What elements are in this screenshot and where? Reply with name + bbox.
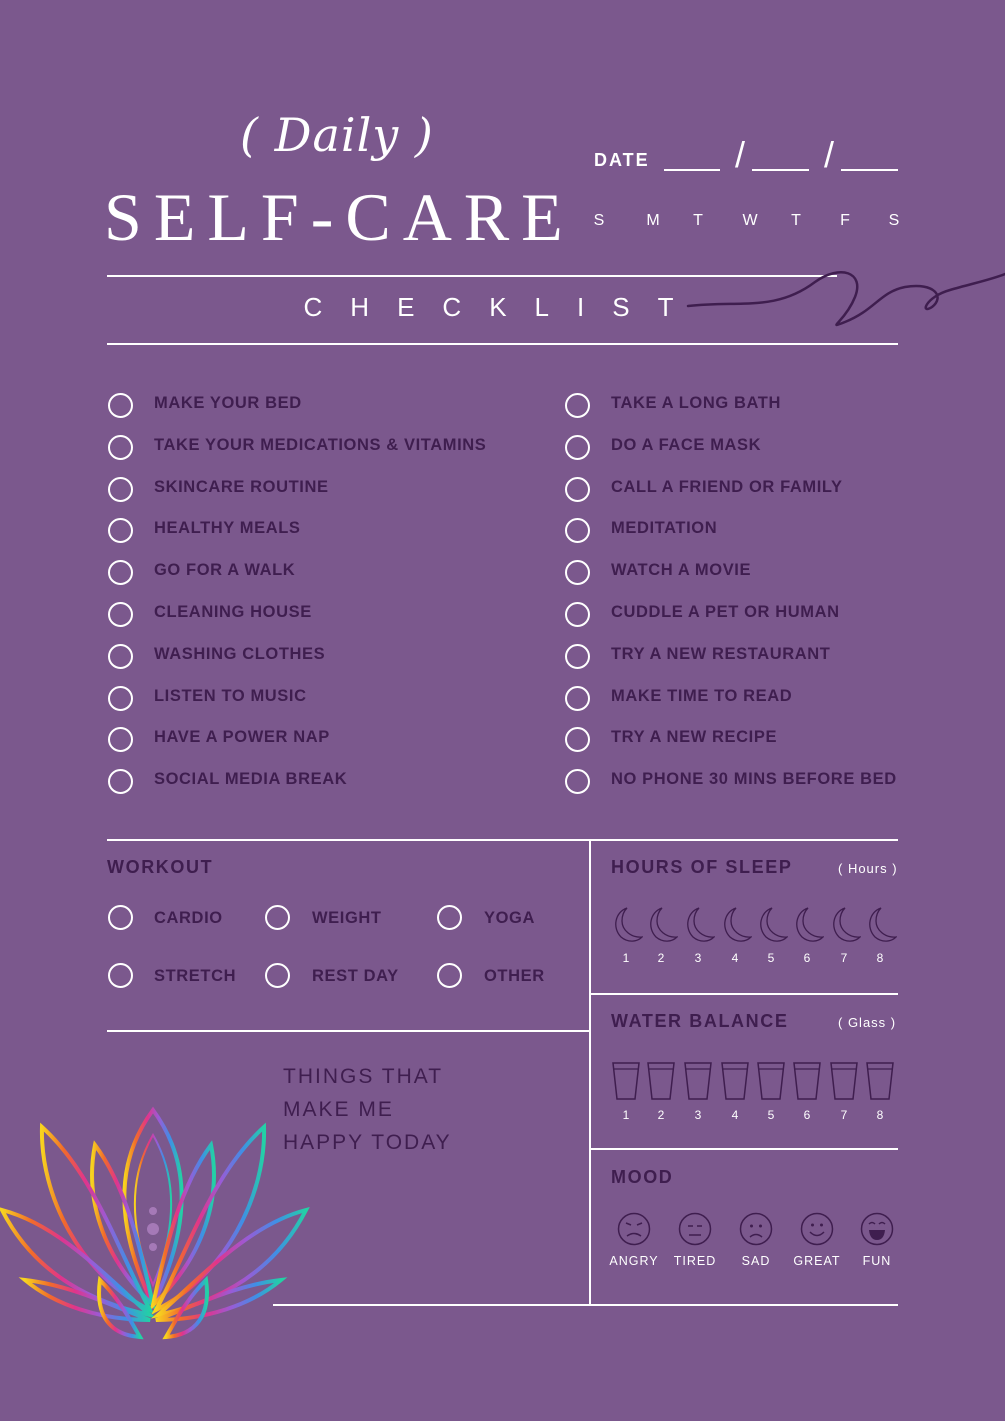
happy-line: THINGS THAT [283, 1065, 444, 1088]
divider [107, 1030, 589, 1032]
glass-icon[interactable] [683, 1060, 713, 1102]
glass-icon[interactable] [756, 1060, 786, 1102]
day-of-week[interactable]: T [791, 212, 801, 229]
checklist-item[interactable] [565, 685, 965, 711]
water-glass-number: 3 [694, 1108, 702, 1122]
glass-icon[interactable] [611, 1060, 641, 1102]
date-field-day[interactable] [664, 169, 720, 171]
page-title: SELF-CARE [104, 179, 575, 255]
day-of-week[interactable]: M [646, 212, 660, 229]
moon-icon[interactable] [790, 906, 824, 944]
day-of-week[interactable]: W [742, 212, 758, 229]
checkbox[interactable] [108, 560, 133, 585]
mood-label: SAD [741, 1254, 771, 1268]
checkbox[interactable] [565, 560, 590, 585]
sleep-hour-number: 4 [731, 951, 739, 965]
sleep-title: HOURS OF SLEEP [611, 857, 793, 877]
checklist-item-label: MAKE TIME TO READ [611, 686, 793, 705]
water-unit: ( Glass ) [838, 1015, 897, 1030]
divider [589, 1148, 898, 1150]
mood-label: TIRED [673, 1254, 717, 1268]
checklist-item[interactable] [108, 685, 508, 711]
checkbox[interactable] [108, 477, 133, 502]
checklist-item-label: NO PHONE 30 MINS BEFORE BED [611, 770, 897, 789]
mood-label: FUN [862, 1254, 892, 1268]
moon-icon[interactable] [681, 906, 715, 944]
checklist-item-label: WATCH A MOVIE [611, 561, 752, 580]
checklist-item-label: CUDDLE A PET OR HUMAN [611, 603, 840, 621]
checklist-item[interactable] [565, 601, 965, 627]
moon-icon[interactable] [863, 906, 897, 944]
water-glass-number: 8 [876, 1108, 884, 1122]
sleep-unit: ( Hours ) [838, 861, 898, 876]
divider [273, 1304, 898, 1306]
sleep-hour-number: 2 [657, 951, 665, 965]
checklist-subtitle: CHECKLIST [303, 292, 702, 322]
checklist-item[interactable] [108, 476, 508, 502]
mood-title: MOOD [611, 1167, 674, 1187]
checklist-item[interactable] [108, 559, 508, 585]
glass-icon[interactable] [829, 1060, 859, 1102]
checklist-item[interactable] [565, 768, 965, 794]
mood-label: ANGRY [609, 1254, 659, 1268]
workout-checkbox[interactable] [437, 963, 462, 988]
checklist-item-label: TRY A NEW RECIPE [611, 728, 778, 747]
sleep-hour-number: 3 [694, 951, 702, 965]
glass-icon[interactable] [792, 1060, 822, 1102]
day-of-week[interactable]: F [840, 212, 850, 229]
day-of-week[interactable]: S [593, 212, 605, 229]
checklist-item-label: TRY A NEW RESTAURANT [611, 644, 831, 663]
date-slash: / [824, 134, 835, 175]
great-face-icon[interactable] [800, 1212, 834, 1246]
checkbox[interactable] [108, 602, 133, 627]
checklist-item[interactable] [108, 726, 508, 752]
checklist-item-label: LISTEN TO MUSIC [154, 686, 307, 705]
divider [589, 993, 898, 995]
checklist-item[interactable] [565, 517, 965, 543]
date-label: DATE [594, 150, 650, 170]
day-of-week[interactable]: T [693, 212, 703, 229]
happy-line: HAPPY TODAY [283, 1131, 452, 1154]
checklist-item[interactable] [565, 643, 965, 669]
sleep-hour-number: 8 [876, 951, 884, 965]
glass-icon[interactable] [646, 1060, 676, 1102]
workout-option-label: REST DAY [312, 967, 399, 985]
checklist-item[interactable] [565, 726, 965, 752]
checkbox[interactable] [565, 435, 590, 460]
fun-face-icon[interactable] [860, 1212, 894, 1246]
checkbox[interactable] [565, 727, 590, 752]
workout-checkbox[interactable] [108, 963, 133, 988]
water-glass-number: 5 [767, 1108, 775, 1122]
checkbox[interactable] [108, 769, 133, 794]
checklist-item[interactable] [108, 768, 508, 794]
day-of-week[interactable]: S [888, 212, 900, 229]
sleep-hour-number: 1 [622, 951, 630, 965]
water-title: WATER BALANCE [611, 1011, 789, 1031]
daily-heading: ( Daily ) [240, 108, 434, 162]
checklist-item-label: TAKE YOUR MEDICATIONS & VITAMINS [154, 435, 487, 454]
moon-icon[interactable] [718, 906, 752, 944]
date-field-month[interactable] [752, 169, 809, 171]
happy-line: MAKE ME [283, 1098, 394, 1121]
workout-checkbox[interactable] [108, 905, 133, 930]
checklist-item[interactable] [108, 517, 508, 543]
water-glass-number: 1 [622, 1108, 630, 1122]
checkbox[interactable] [565, 518, 590, 543]
water-glass-number: 7 [840, 1108, 848, 1122]
checkbox[interactable] [565, 602, 590, 627]
water-glass-number: 2 [657, 1108, 665, 1122]
checkbox[interactable] [108, 393, 133, 418]
divider [589, 839, 591, 1305]
moon-icon[interactable] [609, 906, 643, 944]
sleep-hour-number: 5 [767, 951, 775, 965]
checkbox[interactable] [108, 518, 133, 543]
divider [107, 839, 898, 841]
checklist-item-label: MEDITATION [611, 519, 718, 538]
workout-checkbox[interactable] [437, 905, 462, 930]
glass-icon[interactable] [720, 1060, 750, 1102]
checkbox[interactable] [565, 686, 590, 711]
water-glass-number: 6 [803, 1108, 811, 1122]
checkbox[interactable] [108, 644, 133, 669]
swirl-decoration [680, 262, 1005, 332]
tired-face-icon[interactable] [678, 1212, 712, 1246]
date-field-year[interactable] [841, 169, 898, 171]
checklist-item[interactable] [108, 434, 508, 460]
workout-checkbox[interactable] [265, 905, 290, 930]
checkbox[interactable] [108, 435, 133, 460]
workout-option-label: STRETCH [154, 967, 237, 985]
checklist-item[interactable] [565, 559, 965, 585]
angry-face-icon[interactable] [617, 1212, 651, 1246]
checklist-item-label: MAKE YOUR BED [154, 394, 302, 412]
checklist-item-label: DO A FACE MASK [611, 435, 762, 454]
checklist-item-label: TAKE A LONG BATH [611, 394, 781, 412]
lotus-icon [0, 1105, 310, 1345]
workout-option-label: OTHER [484, 967, 545, 985]
checklist-item[interactable] [108, 392, 508, 418]
workout-title: WORKOUT [107, 857, 214, 877]
checkbox[interactable] [108, 727, 133, 752]
workout-option-label: YOGA [484, 909, 535, 927]
checklist-item-label: SKINCARE ROUTINE [154, 477, 329, 496]
sleep-hour-number: 7 [840, 951, 848, 965]
checkbox[interactable] [108, 686, 133, 711]
checklist-item-label: HEALTHY MEALS [154, 519, 301, 538]
checklist-item[interactable] [108, 643, 508, 669]
checkbox[interactable] [565, 769, 590, 794]
workout-option-label: WEIGHT [312, 909, 382, 927]
checklist-item-label: SOCIAL MEDIA BREAK [154, 770, 348, 789]
checklist-item[interactable] [565, 476, 965, 502]
checkbox[interactable] [565, 477, 590, 502]
checklist-item[interactable] [108, 601, 508, 627]
mood-label: GREAT [793, 1254, 841, 1268]
sad-face-icon[interactable] [739, 1212, 773, 1246]
checkbox[interactable] [565, 644, 590, 669]
workout-checkbox[interactable] [265, 963, 290, 988]
sleep-hour-number: 6 [803, 951, 811, 965]
checklist-item-label: WASHING CLOTHES [154, 644, 326, 663]
moon-icon[interactable] [644, 906, 678, 944]
moon-icon[interactable] [827, 906, 861, 944]
moon-icon[interactable] [754, 906, 788, 944]
checklist-item-label: CALL A FRIEND OR FAMILY [611, 477, 843, 496]
checkbox[interactable] [565, 393, 590, 418]
checklist-item[interactable] [565, 434, 965, 460]
checklist-item[interactable] [565, 392, 965, 418]
date-slash: / [735, 134, 746, 175]
water-glass-number: 4 [731, 1108, 739, 1122]
glass-icon[interactable] [865, 1060, 895, 1102]
workout-option-label: CARDIO [154, 909, 223, 927]
divider [107, 343, 898, 345]
checklist-item-label: CLEANING HOUSE [154, 603, 312, 621]
checklist-item-label: GO FOR A WALK [154, 561, 296, 580]
checklist-item-label: HAVE A POWER NAP [154, 728, 330, 747]
